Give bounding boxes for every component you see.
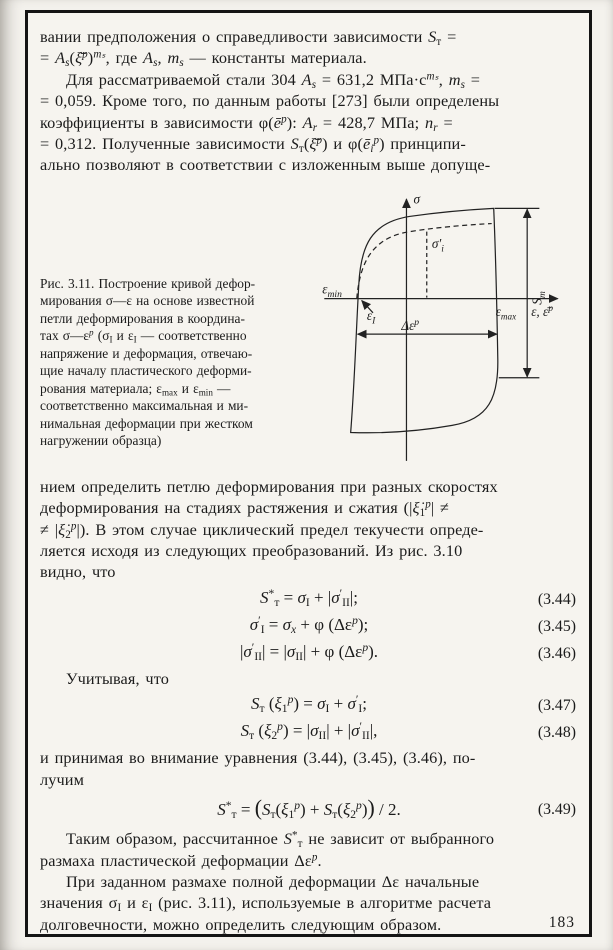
equation-number: (3.45)	[537, 617, 576, 635]
delta-eps-label: $\Delta\varepsilon^p$	[401, 316, 420, 333]
equation-3-46	[40, 640, 578, 664]
sigma-i-dashed-curve	[357, 223, 492, 298]
figure-block	[40, 185, 578, 472]
equation-formula: $\sigma'_I = \sigma_x + \varphi$ $(\Delta\varepsilon^p)$;	[249, 613, 369, 637]
hysteresis-diagram	[320, 185, 568, 467]
paragraph-steel-304: Для рассматриваемой стали 304 $A_s = 631,2$ $МПа\cdot с^{m_s}$, $m_s$ = = 0,059. Кроме того, по данным работы [273] были определены коэффициенты в зависимости $\varphi(ē^p)$: $A_r = 428,7$ МПа; $n_r$ = = 0,312. Полученные зависимости $S_т(\xī^p)$ и $\varphi(ē_i^p)$ принципи- ально позволяют в соответствии с изложенным выше допуще-	[40, 69, 500, 175]
equation-3-48	[40, 719, 578, 743]
paragraph-pri-zadannom: При заданном размахе полной деформации Δε начальные значения $\sigma_I$ и $\varepsilon_I$ (рис. 3.11), используемые в алгоритме расчета долговечности, можно определить следующим образом.	[40, 871, 492, 934]
equation-3-49	[40, 796, 578, 822]
equation-formula: $S^*_т = \sigma_I + |\sigma'_{II}|$;	[260, 586, 358, 610]
eps-axis-label: ε, ε̄$^p$	[531, 302, 554, 319]
paragraph-continuation: вании предположения о справедливости зависимости $S_т$ = = $A_s(\xī^p)^{m_s}$, где $A_s$, $m_s$ — константы материала.	[40, 27, 457, 70]
paragraph-takim-obrazom: Таким образом, рассчитанное $S^*_т$ не зависит от выбранного размаха пластической деформации $\Delta\varepsilon^p$.	[40, 829, 495, 870]
figure-caption: Рис. 3.11. Построение кривой дефор- мирования σ—ε на основе известной петли деформирования в координа- тах $\sigma—\varepsilon^p$ ($\sigma_I$ и $\varepsilon_I$ — соответственно напряжение и деформация, отвечаю- щие началу пластического деформи- рования материала; $\varepsilon_{max}$ и $\varepsilon_{min}$ — соответственно максимальная и ми- нимальная деформации при жестком нагружении образца)	[40, 275, 256, 449]
equation-number: (3.47)	[537, 697, 576, 715]
equation-number: (3.46)	[537, 644, 576, 662]
equation-3-44	[40, 586, 578, 610]
paragraph-loop-definition: нием определить петлю деформирования при разных скоростях деформирования на стадиях растяжения и сжатия ($|\xi̇_1^p|$ ≠ ≠ $|\xi̇_2^p|$). В этом случае циклический предел текучести опреде- ляется исходя из следующих преобразований. Из рис. 3.10 видно, что	[40, 476, 498, 582]
eps-min-label: $\varepsilon_{min}$	[322, 281, 342, 300]
equation-formula: $S^*_т = (S_т(\xi_1^p) + S_т(\xi_2^p)) / 2$.	[217, 796, 401, 822]
equation-formula: $|\sigma'_{II}| = |\sigma_{II}| + \varphi$ $(\Delta\varepsilon^p)$.	[239, 640, 379, 664]
paragraph-prinimaya: и принимая во внимание уравнения (3.44), (3.45), (3.46), по- лучим	[40, 748, 476, 789]
eps-i-label: $\varepsilon_I$	[366, 307, 376, 327]
eps-max-label: $\varepsilon_{max}$	[495, 303, 517, 322]
st-label: $S_т$	[529, 290, 548, 305]
page-number: 183	[548, 914, 575, 931]
equation-3-47	[40, 692, 578, 716]
equation-3-45	[40, 613, 578, 637]
sigma-i-label: $\sigma'_i$	[431, 235, 444, 255]
paragraph-uchityvaya: Учитывая, что	[66, 668, 169, 688]
equation-formula: $S_т$ $(\xi_1^p) = \sigma_I + \sigma'_I$;	[251, 693, 367, 716]
page-border-frame	[25, 10, 592, 937]
equation-number: (3.48)	[537, 724, 576, 742]
figure-3-11	[320, 185, 568, 472]
equation-number: (3.44)	[537, 590, 576, 608]
equation-number: (3.49)	[537, 801, 576, 819]
equation-formula: $S_т$ $(\xi_2^p) = |\sigma_{II}| + |\sigma'_{II}|$,	[240, 720, 378, 743]
sigma-axis-label: σ	[413, 191, 421, 207]
